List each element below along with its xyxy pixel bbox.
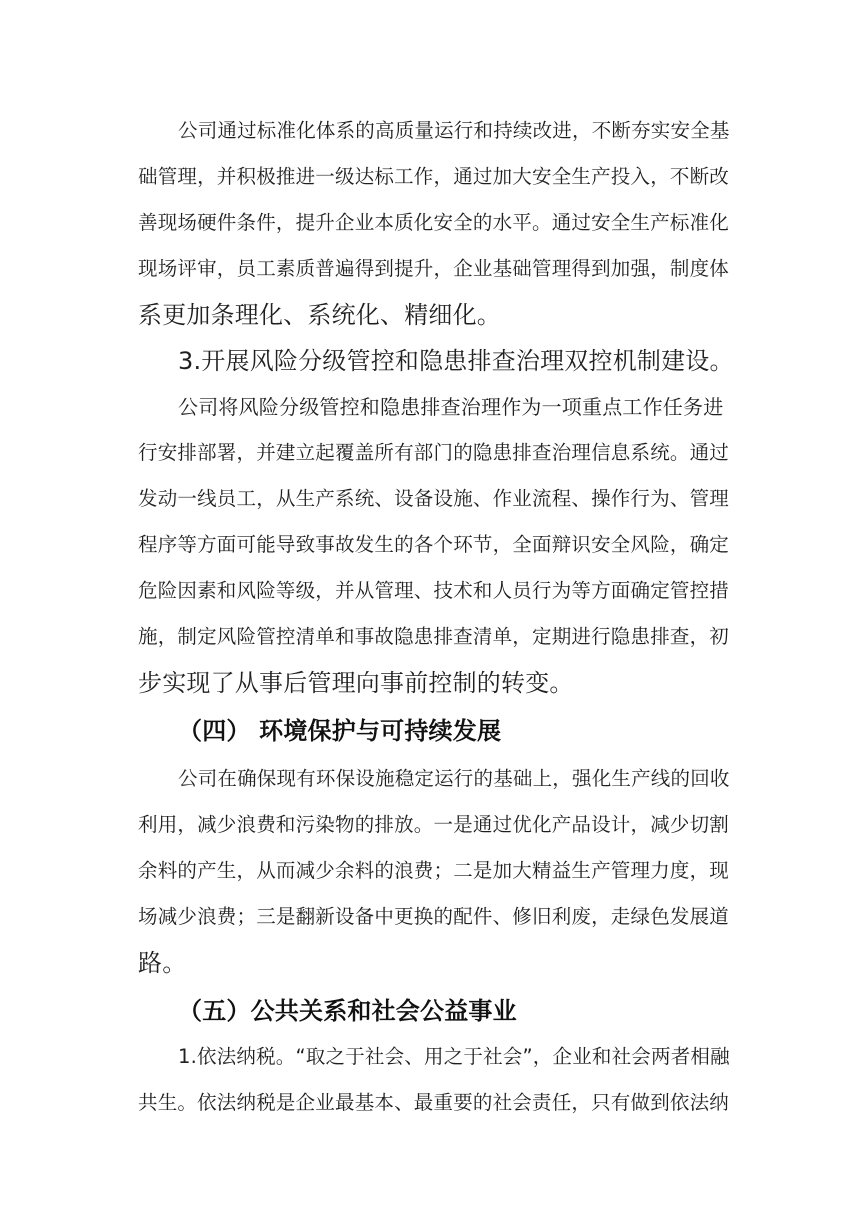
paragraph-line: 行安排部署，并建立起覆盖所有部门的隐患排查治理信息系统。通过 — [138, 441, 730, 464]
section-4-heading: （四） 环境保护与可持续发展 — [178, 717, 502, 745]
paragraph-line: 危险因素和风险等级，并从管理、技术和人员行为等方面确定管控措 — [138, 579, 730, 602]
paragraph-line: 共生。依法纳税是企业最基本、最重要的社会责任，只有做到依法纳 — [138, 1091, 730, 1114]
paragraph-line: 公司将风险分级管控和隐患排查治理作为一项重点工作任务进 — [178, 395, 724, 419]
paragraph-line: 公司通过标准化体系的高质量运行和持续改进，不断夯实安全基 — [178, 119, 730, 142]
paragraph-line: 步实现了从事后管理向事前控制的转变。 — [138, 669, 574, 697]
item-3-title: 3.开展风险分级管控和隐患排查治理双控机制建设。 — [178, 347, 734, 375]
paragraph-line: 发动一线员工，从生产系统、设备设施、作业流程、操作行为、管理 — [138, 487, 730, 510]
paragraph-line: 现场评审，员工素质普遍得到提升，企业基础管理得到加强，制度体 — [138, 257, 730, 280]
paragraph-line: 公司在确保现有环保设施稳定运行的基础上，强化生产线的回收 — [178, 767, 730, 790]
paragraph-line: 程序等方面可能导致事故发生的各个环节，全面辩识安全风险，确定 — [138, 533, 730, 556]
paragraph-line: 善现场硬件条件，提升企业本质化安全的水平。通过安全生产标准化 — [138, 211, 730, 234]
paragraph-line: 利用，减少浪费和污染物的排放。一是通过优化产品设计，减少切割 — [138, 813, 730, 836]
paragraph-line: 础管理，并积极推进一级达标工作，通过加大安全生产投入，不断改 — [138, 165, 730, 188]
paragraph-line: 系更加条理化、系统化、精细化。 — [138, 301, 501, 329]
paragraph-line: 场减少浪费；三是翻新设备中更换的配件、修旧利废，走绿色发展道 — [138, 905, 730, 928]
section-5-heading: （五）公共关系和社会公益事业 — [178, 997, 517, 1025]
paragraph-line: 路。 — [138, 949, 187, 977]
paragraph-line: 余料的产生，从而减少余料的浪费；二是加大精益生产管理力度，现 — [138, 859, 730, 882]
paragraph-line: 1.依法纳税。“取之于社会、用之于社会”，企业和社会两者相融 — [178, 1045, 730, 1068]
paragraph-line: 施，制定风险管控清单和事故隐患排查清单，定期进行隐患排查，初 — [138, 625, 730, 648]
